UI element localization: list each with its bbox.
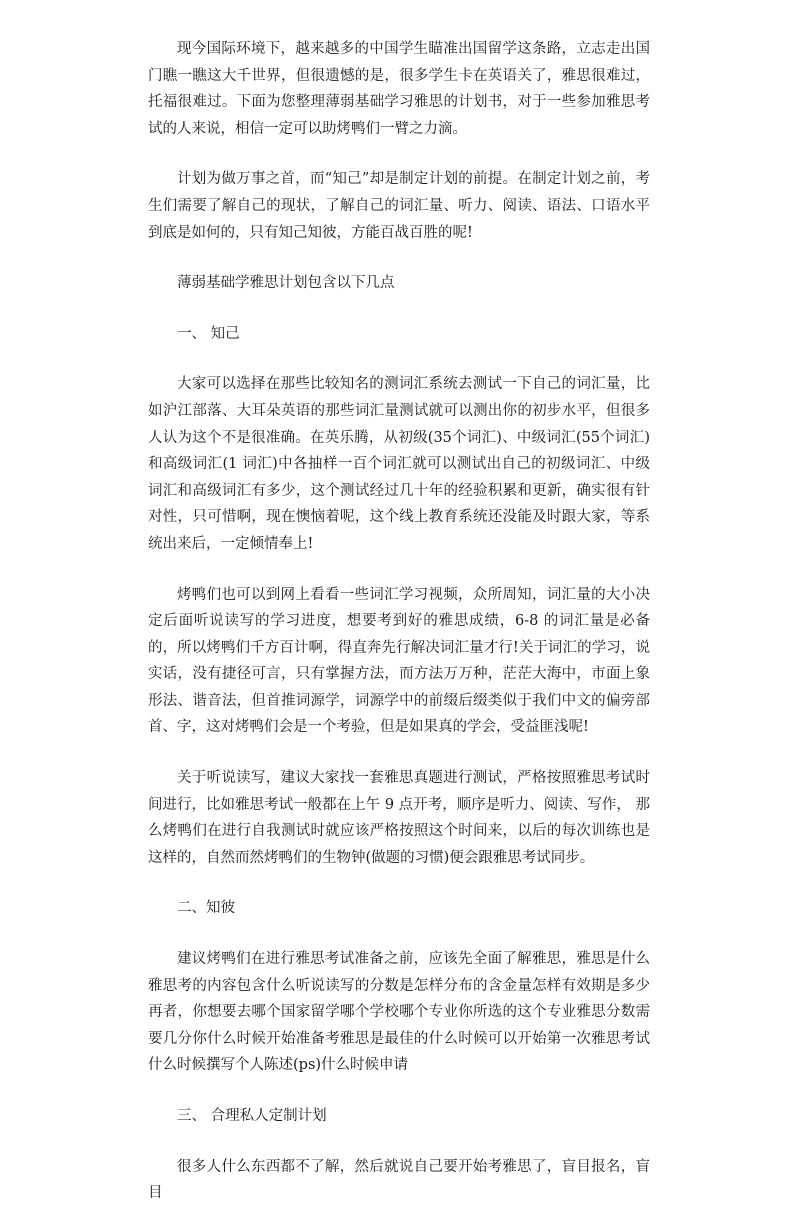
section-heading-know-yourself: 一、 知己 [177,325,240,342]
section-heading-know-the-exam: 二、知彼 [177,900,235,917]
plan-points-heading: 薄弱基础学雅思计划包含以下几点 [177,275,395,292]
vocabulary-test-paragraph: 大家可以选择在那些比较知名的测词汇系统去测试一下自己的词汇量，比如沪江部落、大耳朵英语的那些词汇量测试就可以测出你的初步水平，但很多人认为这个不是很准确。在英乐腾，从初级(35个词汇)、中级词汇(55个词汇)和高级词汇(1 词汇)中各抽样一百个词汇就可以测试出自己的初级词汇、中级词汇和高级词汇有多少，这个测试经过几十年的经验积累和更新，确实很有针对性，只可惜啊，现在懊恼着呢，这个线上教育系统还没能及时跟大家，等系统出来后，一定倾情奉上! [148,376,650,552]
document-body [148,36,650,1207]
intro-paragraph: 现今国际环境下，越来越多的中国学生瞄准出国留学这条路，立志走出国门瞧一瞧这大千世界，但很遗憾的是，很多学生卡在英语关了，雅思很难过，托福很难过。下面为您整理薄弱基础学习雅思的计划书，对于一些参加雅思考试的人来说，相信一定可以助烤鸭们一臂之力滴。 [148,41,650,137]
section-heading-custom-plan: 三、 合理私人定制计划 [177,1108,327,1124]
custom-plan-paragraph: 很多人什么东西都不了解，然后就说自己要开始考雅思了，盲目报名，盲目 [148,1158,650,1202]
listening-speaking-paragraph: 关于听说读写，建议大家找一套雅思真题进行测试，严格按照雅思考试时间进行，比如雅思考试一般都在上午 9 点开考，顺序是听力、阅读、写作， 那么烤鸭们在进行自我测试时就应该严格按照这个时间来，以后的每次训练也是这样的，自然而然烤鸭们的生物钟(做题的习惯)便会跟雅思考试同步。 [148,770,650,866]
know-ielts-paragraph: 建议烤鸭们在进行雅思考试准备之前，应该先全面了解雅思，雅思是什么雅思考的内容包含什么听说读写的分数是怎样分布的含金量怎样有效期是多少再者，你想要去哪个国家留学哪个学校哪个专业你所选的这个专业雅思分数需要几分你什么时候开始准备考雅思是最佳的什么时候可以开始第一次雅思考试什么时候撰写个人陈述(ps)什么时候申请 [148,951,650,1074]
vocabulary-learning-paragraph: 烤鸭们也可以到网上看看一些词汇学习视频，众所周知，词汇量的大小决定后面听说读写的学习进度，想要考到好的雅思成绩，6-8 的词汇量是必备的，所以烤鸭们千方百计啊，得直奔先行解决词汇量才行!关于词汇的学习，说实话，没有捷径可言，只有掌握方法，而方法万万种，茫茫大海中，市面上象形法、谐音法，但首推词源学，词源学中的前缀后缀类似于我们中文的偏旁部首、字，这对烤鸭们会是一个考验，但是如果真的学会，受益匪浅呢! [148,586,650,736]
planning-paragraph: 计划为做万事之首，而“知己”却是制定计划的前提。在制定计划之前，考生们需要了解自己的现状，了解自己的词汇量、听力、阅读、语法、口语水平到底是如何的，只有知己知彼，方能百战百胜的呢! [148,171,650,241]
